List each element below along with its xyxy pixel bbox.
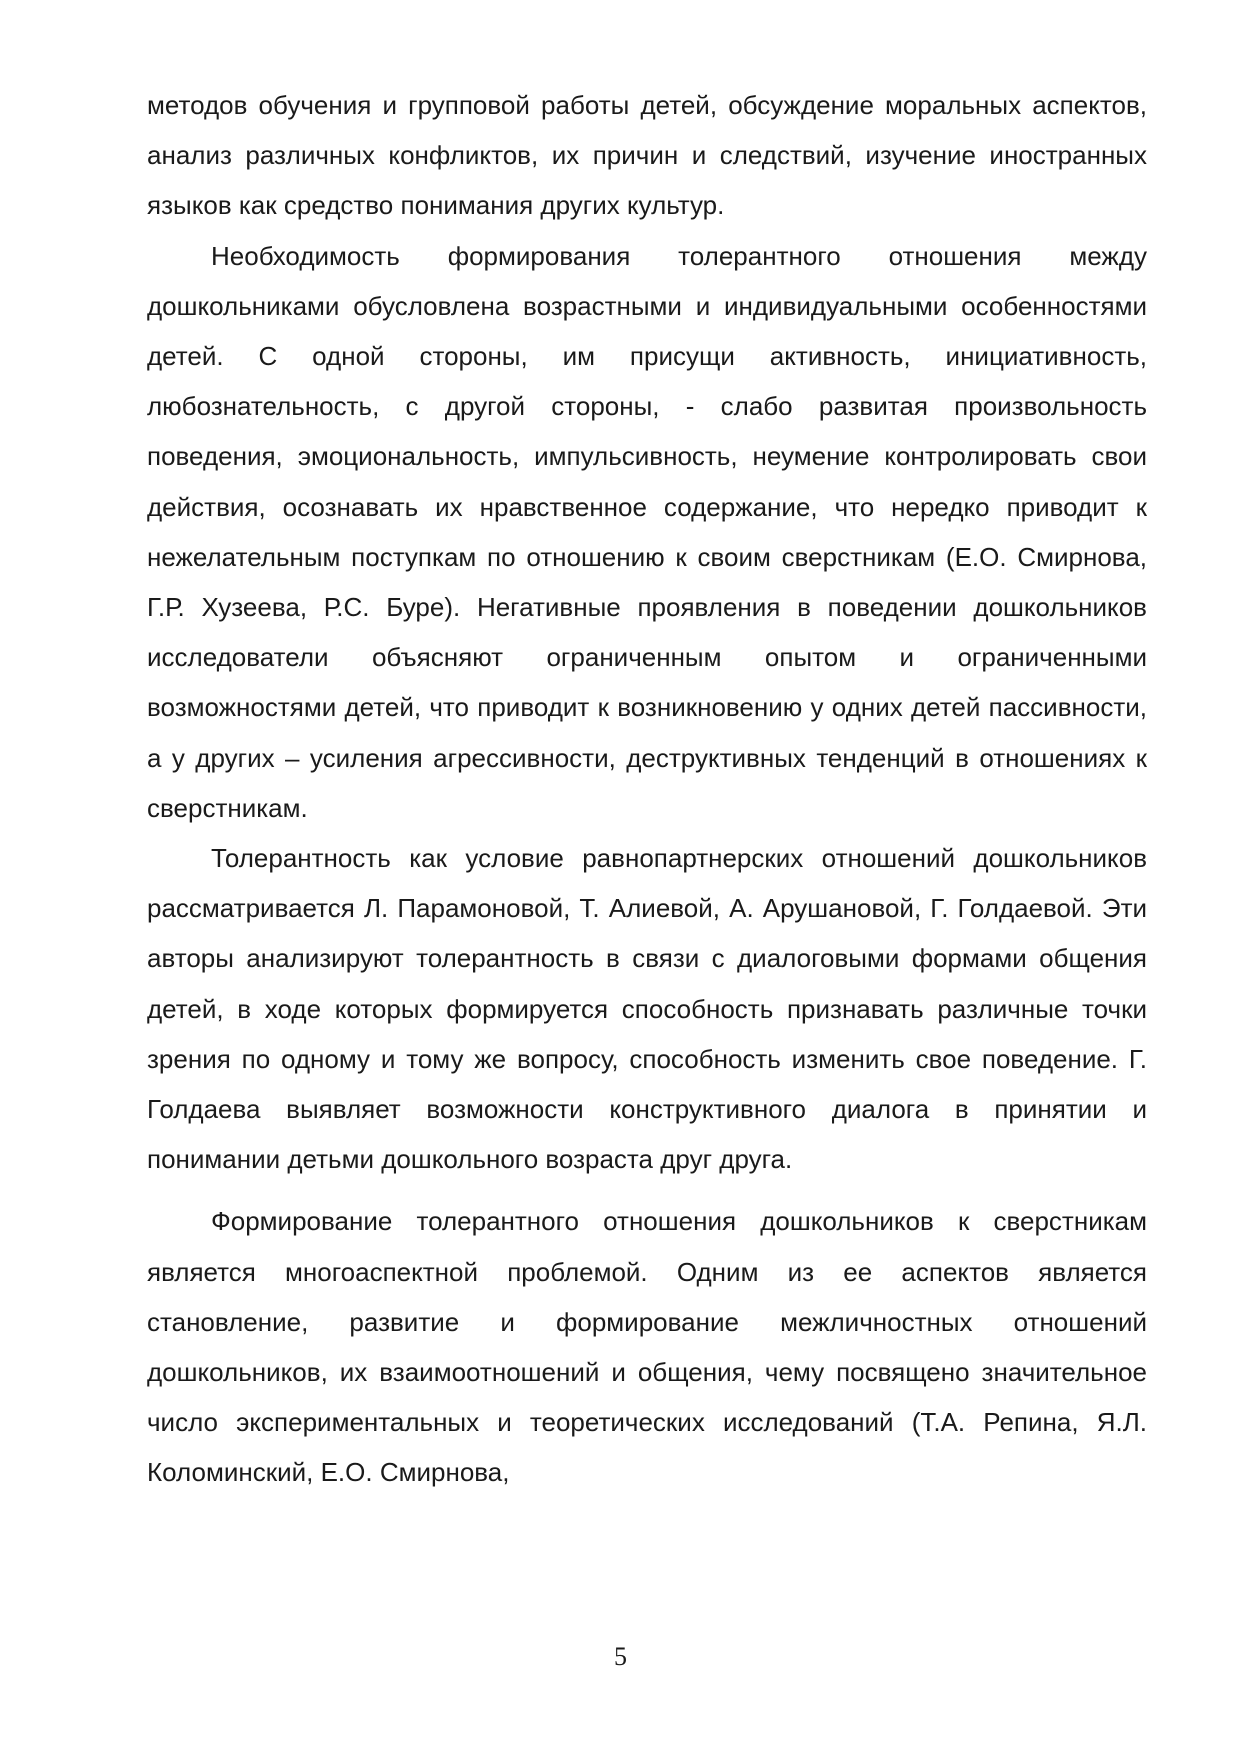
paragraph-tolerance-formation: Формирование толерантного отношения дошкольников к сверстникам является многоаспектной проблемой. Одним из ее аспектов является становление, развитие и формирование межличностных отношений дошкольников, их взаимоотношений и общения, чему посвящено значительное число экспериментальных и теоретических исследований (Т.А. Репина, Я.Л. Коломинский, Е.О. Смирнова, — [147, 1206, 1147, 1488]
paragraph-continuation: методов обучения и групповой работы детей, обсуждение моральных аспектов, анализ различных конфликтов, их причин и следствий, изучение иностранных языков как средство понимания других культур. — [147, 90, 1147, 221]
paragraph-tolerance-condition: Толерантность как условие равнопартнерских отношений дошкольников рассматривается Л. Парамоновой, Т. Алиевой, А. Арушановой, Г. Голдаевой. Эти авторы анализируют толерантность в связи с диалоговыми формами общения детей, в ходе которых формируется способность признавать различные точки зрения по одному и тому же вопросу, способность изменить свое поведение. Г. Голдаева выявляет возможности конструктивного диалога в принятии и понимании детьми дошкольного возраста друг друга. — [147, 843, 1147, 1175]
body-text — [147, 80, 1147, 1498]
page-number: 5 — [614, 1642, 627, 1671]
paragraph-tolerance-necessity: Необходимость формирования толерантного отношения между дошкольниками обусловлена возрастными и индивидуальными особенностями детей. С одной стороны, им присущи активность, инициативность, любознательность, с другой стороны, - слабо развитая произвольность поведения, эмоциональность, импульсивность, неумение контролировать свои действия, осознавать их нравственное содержание, что нередко приводит к нежелательным поступкам по отношению к своим сверстникам (Е.О. Смирнова, Г.Р. Хузеева, Р.С. Буре). Негативные проявления в поведении дошкольников исследователи объясняют ограниченным опытом и ограниченными возможностями детей, что приводит к возникновению у одних детей пассивности, а у других – усиления агрессивности, деструктивных тенденций в отношениях к сверстникам. — [147, 240, 1147, 823]
